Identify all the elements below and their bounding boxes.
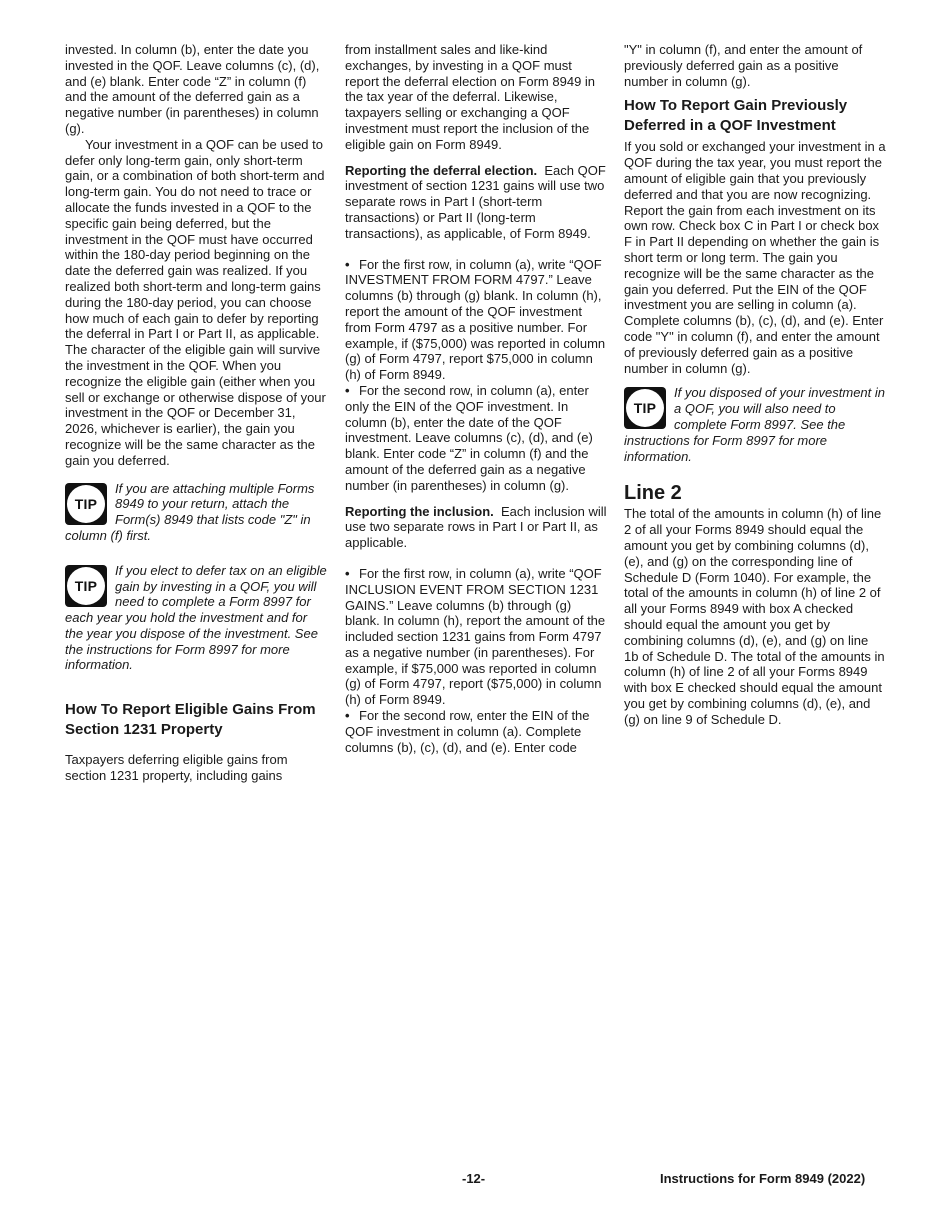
- document-title: Instructions for Form 8949 (2022): [660, 1171, 866, 1186]
- bullet-item: • For the second row, in column (a), enter only the EIN of the QOF investment. In column (b), enter the date of the QOF investment. Leave columns (c), (d), and (e) blank. Enter code “Z” in column (f) and the amount of the deferred gain as a negative number (in parentheses) in column (g).: [345, 382, 593, 493]
- runin-heading: Reporting the deferral election.: [345, 162, 538, 178]
- paragraph: Reporting the inclusion. Each inclusion will use two separate rows in Part I or Part II, as applicable.: [345, 503, 607, 551]
- tip-icon: TIP: [65, 483, 107, 525]
- bullet-icon: •: [345, 382, 350, 398]
- column-1: [65, 42, 327, 784]
- paragraph: Reporting the deferral election. Each QOF investment of section 1231 gains will use two separate rows in Part I (short-term transactions) or Part II (long-term transactions), as applicable, of Form 8949.: [345, 162, 606, 241]
- paragraph: from installment sales and like-kind exchanges, by investing in a QOF must report the deferral election on Form 8949 in the tax year of the deferral. Likewise, taxpayers selling or exchanging a QOF investment must report the inclusion of the eligible gain on Form 8949.: [345, 42, 596, 152]
- paragraph: Your investment in a QOF can be used to defer only long-term gain, only short-term gain, or a combination of both short-term and long-term gain. You do not need to trace or allocate the funds invested in a QOF to the specific gain being deferred, but the investment in the QOF must have occurred within the 180-day period beginning on the date the deferred gain was realized. If you realized both short-term and long-term gains during the 180-day period, you can choose how much of each gain to defer by reporting the deferral in Part I or Part II, as applicable. The character of the eligible gain will survive the investment in the QOF. When you recognize the eligible gain (either when you sell or exchange or otherwise dispose of your investment in the QOF or December 31, 2026, whichever is earlier), the gain you recognize will be the same character as the gain you deferred.: [65, 136, 326, 468]
- runin-heading: Reporting the inclusion.: [345, 503, 494, 519]
- column-3: [624, 42, 886, 727]
- tip-text: If you elect to defer tax on an eligible gain by investing in a QOF, you will need to complete a Form 8997 for each year you hold the investment and for the year you dispose of the investment. See the instructions for Form 8997 for more information.: [65, 562, 327, 673]
- bullet-icon: •: [345, 256, 350, 272]
- tip-icon: TIP: [65, 565, 107, 607]
- bullet-item: • For the second row, enter the EIN of the QOF investment in column (a). Complete columns (b), (c), (d), and (e). Enter code: [345, 708, 590, 755]
- bullet-icon: •: [345, 708, 350, 724]
- paragraph: The total of the amounts in column (h) of line 2 of all your Forms 8949 should equal the amount you get by combining columns (d), (e), and (g) on the corresponding line of Schedule D (Form 1040). For example, the total of the amounts in column (h) of line 2 of all your Forms 8949 with box A checked should equal the amount you get by combining columns (d), (e), and (g) on line 1b of Schedule D. The total of the amounts in column (h) of line 2 of all your Forms 8949 with box E checked should equal the amount you get by combining columns (d), (e), and (g) on line 9 of Schedule D.: [624, 506, 885, 727]
- tip-box: [65, 563, 327, 674]
- paragraph: If you sold or exchanged your investment in a QOF during the tax year, you must report the amount of eligible gain that you previously deferred and that you are now recognizing. Report the gain from each investment on its own row. Check box C in Part I or check box F in Part II depending on whether the gain is short term or long term. The gain you recognize will be the same character as the gain you deferred. Put the EIN of the QOF investment you are selling in column (a). Complete columns (b), (c), (d), and (e). Enter code "Y" in column (f), and enter the amount of previously deferred gain as a positive number in column (g).: [624, 139, 886, 376]
- tip-icon: TIP: [624, 387, 666, 429]
- section-heading: How To Report Gain Previously Deferred in a QOF Investment: [624, 97, 848, 135]
- column-2: [345, 42, 607, 755]
- bullet-icon: •: [345, 565, 350, 581]
- paragraph: invested. In column (b), enter the date you invested in the QOF. Leave columns (c), (d), and (e) blank. Enter code “Z” in column (f) and the amount of the deferred gain as a negative number (in parentheses) in column (g).: [65, 42, 320, 136]
- bullet-item: • For the first row, in column (a), write “QOF INCLUSION EVENT FROM SECTION 1231 GAINS.” Leave columns (b) through (g) blank. In column (h), report the amount of the included section 1231 gains from Form 4797 as a negative number (in parentheses). For example, if $75,000 was reported in column (g) of Form 4797, report ($75,000) in column (h) of Form 8949.: [345, 565, 606, 708]
- tip-box: [624, 385, 886, 464]
- tip-text: If you are attaching multiple Forms 8949 to your return, attach the Form(s) 8949 that lists code "Z" in column (f) first.: [65, 480, 315, 543]
- bullet-item: • For the first row, in column (a), write “QOF INVESTMENT FROM FORM 4797.” Leave columns (b) through (g) blank. In column (h), report the amount of the QOF investment from Form 4797 as a positive number. For example, if ($75,000) was reported in column (g) of Form 4797, report $75,000 in column (h) of Form 8949.: [345, 256, 606, 383]
- page-number: -12-: [462, 1171, 486, 1186]
- line-2-heading: Line 2: [624, 482, 682, 505]
- tip-box: [65, 481, 327, 544]
- paragraph: "Y" in column (f), and enter the amount of previously deferred gain as a positive number in column (g).: [624, 42, 863, 89]
- tip-text: If you disposed of your investment in a QOF, you will also need to complete Form 8997. See the instructions for Form 8997 for more information.: [624, 385, 886, 464]
- section-heading: How To Report Eligible Gains From Section 1231 Property: [65, 701, 316, 739]
- paragraph: Taxpayers deferring eligible gains from section 1231 property, including gains: [65, 752, 288, 784]
